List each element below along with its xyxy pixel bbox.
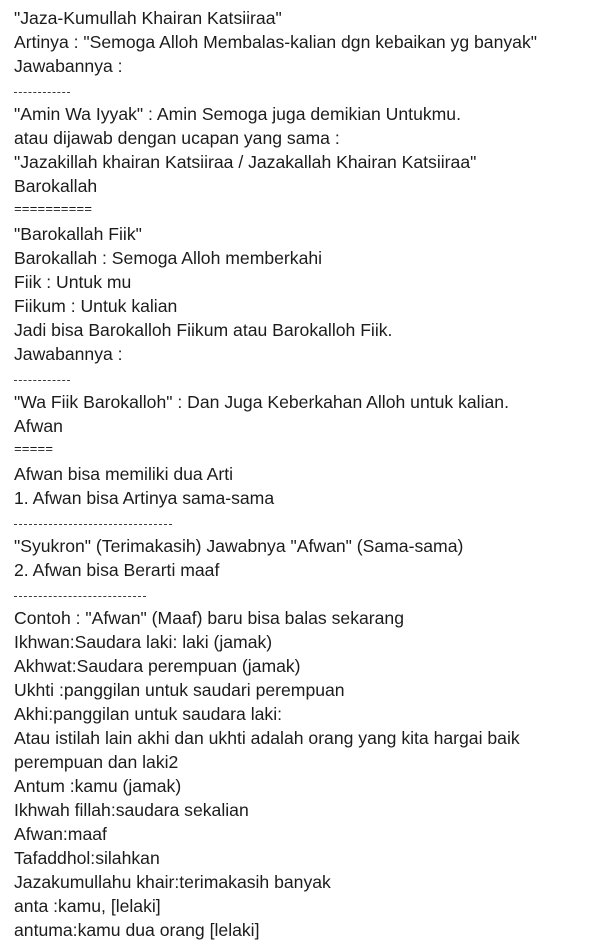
text-line: Akhi:panggilan untuk saudara laki: bbox=[14, 704, 282, 724]
text-line: 1. Afwan bisa Artinya sama-sama bbox=[14, 488, 275, 508]
document-body bbox=[14, 6, 589, 942]
text-line: anta :kamu, [lelaki] bbox=[14, 896, 161, 916]
text-line: Barokallah : Semoga Alloh memberkahi bbox=[14, 248, 323, 268]
text-line: atau dijawab dengan ucapan yang sama : bbox=[14, 128, 340, 148]
text-line: Artinya : "Semoga Alloh Membalas-kalian dgn kebaikan yg banyak" bbox=[14, 32, 538, 52]
text-line: "Jazakillah khairan Katsiiraa / Jazakallah Khairan Katsiiraa" bbox=[14, 152, 477, 172]
text-line: Akhwat:Saudara perempuan (jamak) bbox=[14, 656, 301, 676]
text-line: Jadi bisa Barokalloh Fiikum atau Barokalloh Fiik. bbox=[14, 320, 393, 340]
text-line: 2. Afwan bisa Berarti maaf bbox=[14, 560, 220, 580]
text-line: perempuan dan laki2 bbox=[14, 752, 179, 772]
separator-dashes bbox=[14, 78, 589, 102]
separator-dashes bbox=[14, 510, 589, 534]
text-line: Ikhwan:Saudara laki: laki (jamak) bbox=[14, 632, 273, 652]
text-line: Jawabannya : bbox=[14, 344, 123, 364]
text-line: Barokallah bbox=[14, 176, 98, 196]
text-line: Fiik : Untuk mu bbox=[14, 272, 132, 292]
text-line: Atau istilah lain akhi dan ukhti adalah orang yang kita hargai baik bbox=[14, 728, 520, 748]
text-line: Afwan bisa memiliki dua Arti bbox=[14, 464, 234, 484]
text-line: "Jaza-Kumullah Khairan Katsiiraa" bbox=[14, 8, 282, 28]
text-line: Tafaddhol:silahkan bbox=[14, 848, 160, 868]
text-line: "Amin Wa Iyyak" : Amin Semoga juga demikian Untukmu. bbox=[14, 104, 461, 124]
separator-dashes bbox=[14, 582, 589, 606]
text-line: "Wa Fiik Barokalloh" : Dan Juga Keberkahan Alloh untuk kalian. bbox=[14, 392, 509, 412]
separator-equals: ===== bbox=[14, 442, 54, 457]
text-line: Afwan bbox=[14, 416, 63, 436]
text-line: Fiikum : Untuk kalian bbox=[14, 296, 178, 316]
text-line: "Syukron" (Terimakasih) Jawabnya "Afwan" (Sama-sama) bbox=[14, 536, 464, 556]
text-line: Contoh : "Afwan" (Maaf) baru bisa balas sekarang bbox=[14, 608, 404, 628]
separator-dashes bbox=[14, 366, 589, 390]
text-line: Jawabannya : bbox=[14, 56, 123, 76]
text-line: antuma:kamu dua orang [lelaki] bbox=[14, 920, 260, 940]
text-line: Afwan:maaf bbox=[14, 824, 107, 844]
text-line: Ikhwah fillah:saudara sekalian bbox=[14, 800, 249, 820]
text-line: Antum :kamu (jamak) bbox=[14, 776, 182, 796]
text-line: Ukhti :panggilan untuk saudari perempuan bbox=[14, 680, 345, 700]
text-line: Jazakumullahu khair:terimakasih banyak bbox=[14, 872, 331, 892]
separator-equals: ========== bbox=[14, 202, 93, 217]
text-line: "Barokallah Fiik" bbox=[14, 224, 142, 244]
